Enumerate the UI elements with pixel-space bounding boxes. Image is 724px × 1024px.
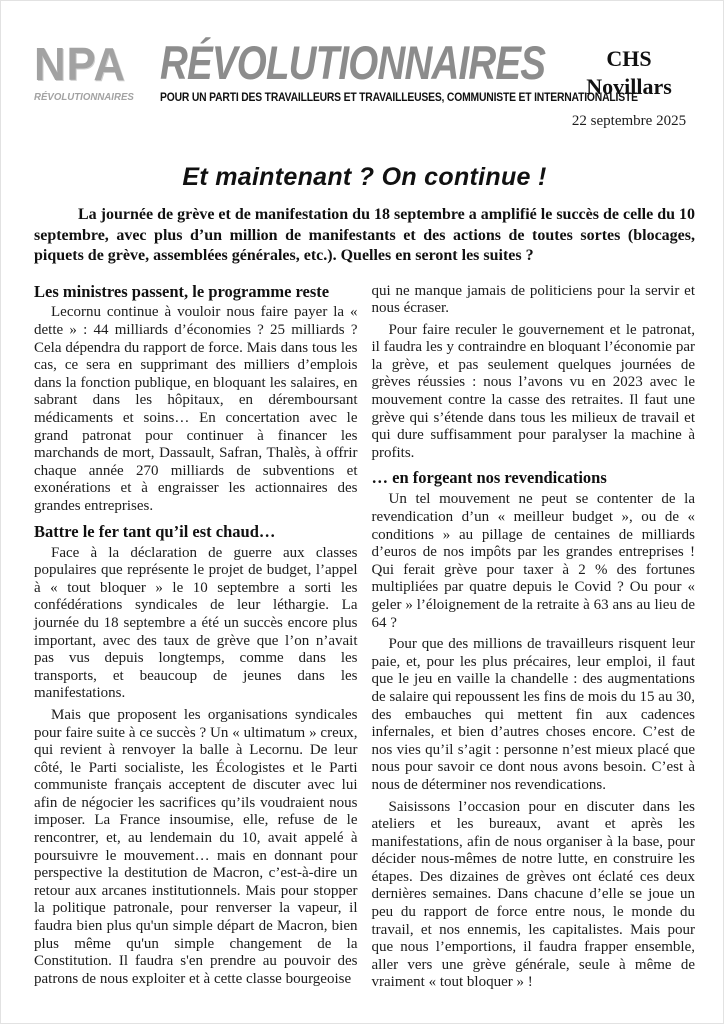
article-columns [34, 283, 695, 997]
npa-logo-text: NPA [34, 38, 126, 90]
masthead-title: RÉVOLUTIONNAIRES [160, 36, 546, 89]
issue-location-line1: CHS [606, 46, 652, 71]
issue-info [563, 39, 695, 130]
paragraph: Pour que des millions de travailleurs risquent leur paie, et, pour les plus précaires, leur emploi, il faut que le jeu en vaille la chandelle : des augmentations de salaire qui repoussent les fins de mois du 15 au 30, des embauches qui mettent fin aux cadences infernales, et bien d’autres choses encore. C’est de nos vies qu’il s’agit : personne n’est mieux placé que nous pour savoir ce dont nous avons besoin. C’est à nous de déterminer nos revendications. [371, 636, 695, 793]
column-left [34, 283, 358, 997]
masthead-header [34, 36, 695, 130]
section-heading: Les ministres passent, le programme reste [34, 281, 330, 301]
paragraph: Saisissons l’occasion pour en discuter dans les ateliers et les bureaux, avant et après les manifestations, afin de nous organiser à la base, pour décider nous-mêmes de notre lutte, en construire les étapes. Des dizaines de grèves ont éclaté ces deux dernières semaines. Dans chacune d’elle se joue un peu du rapport de force entre nous, le monde du travail, et nos ennemis, les capitalistes. Mais pour que nous l’emportions, il faudra frapper ensemble, aller vers une grève générale, seule à même de vraiment « tout bloquer » ! [371, 798, 695, 991]
paragraph: Face à la déclaration de guerre aux classes populaires que représente le projet de budget, l’appel à « tout bloquer » le 10 septembre a sorti les confédérations syndicales de leur léthargie. La journée du 18 septembre a été un succès encore plus important, avec des taux de grève que l’on n’avait pas vus depuis longtemps, comme dans les transports, et beaucoup de jeunes dans les manifestations. [34, 544, 358, 702]
section-heading: Battre le fer tant qu’il est chaud… [34, 521, 276, 541]
npa-logo [34, 39, 156, 103]
issue-date: 22 septembre 2025 [571, 113, 687, 129]
section-heading: … en forgeant nos revendications [371, 468, 607, 488]
article-lede: La journée de grève et de manifestation du 18 septembre a amplifié le succès de celle du 10 septembre, avec plus d’un million de manifestants et des actions de toutes sortes (blocages, piquets de grève, assemblées générales, etc.). Quelles en seront les suites ? [34, 206, 695, 264]
paragraph-continuation: qui ne manque jamais de politiciens pour la servir et nous écraser. [371, 282, 695, 317]
paragraph: Pour faire reculer le gouvernement et le patronat, il faudra les y contraindre en bloquant l’économie par la grève, et pas seulement quelques journées de grèves réussies : nous l’avons vu en 2023 avec le mouvement contre la casse des retraites. Il faut une grève qui s’étende dans tous les milieux de travail et qui dure suffisamment pour paralyser la machine à profits. [371, 321, 695, 461]
npa-logo-subtext: RÉVOLUTIONNAIRES [34, 90, 134, 103]
paragraph: Mais que proposent les organisations syndicales pour faire suite à ce succès ? Un « ultimatum » creux, qui revient à renvoyer la balle à Lecornu. De leur côté, le Parti socialiste, les Écologistes et le Parti communiste français acceptent de discuter avec lui afin de négocier les sacrifices qu’ils voudraient nous imposer. La France insoumise, elle, refuse de le rencontrer, et, au lendemain du 10, avait appelé à poursuivre le mouvement… mais en donnant pour perspective la destitution de Macron, c’est-à-dire un retour aux arcanes institutionnels. Mais pour stopper la politique patronale, pour renverser la vapeur, il faudra bien plus qu'un simple départ de Macron, bien plus même qu'un simple changement de la Constitution. Il faudra s'en prendre au pouvoir des patrons de nous exploiter et à cette classe bourgeoise [34, 706, 358, 987]
masthead-subtitle: POUR UN PARTI DES TRAVAILLEURS ET TRAVAILLEUSES, COMMUNISTE ET INTERNATIONALISTE [160, 91, 638, 104]
issue-location-line2: Novillars [586, 73, 672, 99]
column-right [372, 283, 696, 997]
article-title: Et maintenant ? On continue ! [182, 163, 547, 191]
paragraph: Un tel mouvement ne peut se contenter de la revendication d’un « meilleur budget », ou de « conditions » au pillage de centaines de milliards d’euros de nos impôts par les grandes entreprises ! Qui ferait grève pour taxer à 2 % des fortunes multipliées par quatre depuis le Covid ? Ou pour « geler » l’éloignement de la retraite à 63 ans au lieu de 64 ? [371, 491, 695, 631]
paragraph: Lecornu continue à vouloir nous faire payer la « dette » : 44 milliards d’économies ? 25 milliards ? Cela dépendra du rapport de force. Mais dans tous les cas, ce sera en supprimant des milliers d’emplois dans la fonction publique, en bloquant les salaires, en sabrant dans les hôpitaux, en déremboursant médicaments et soins… En concertation avec le grand patronat pour continuer à financer les marchands de mort, Dassault, Safran, Thalès, à offrir chaque année 270 milliards de subventions et exonérations et à engraisser les actionnaires des grandes entreprises. [34, 304, 358, 514]
